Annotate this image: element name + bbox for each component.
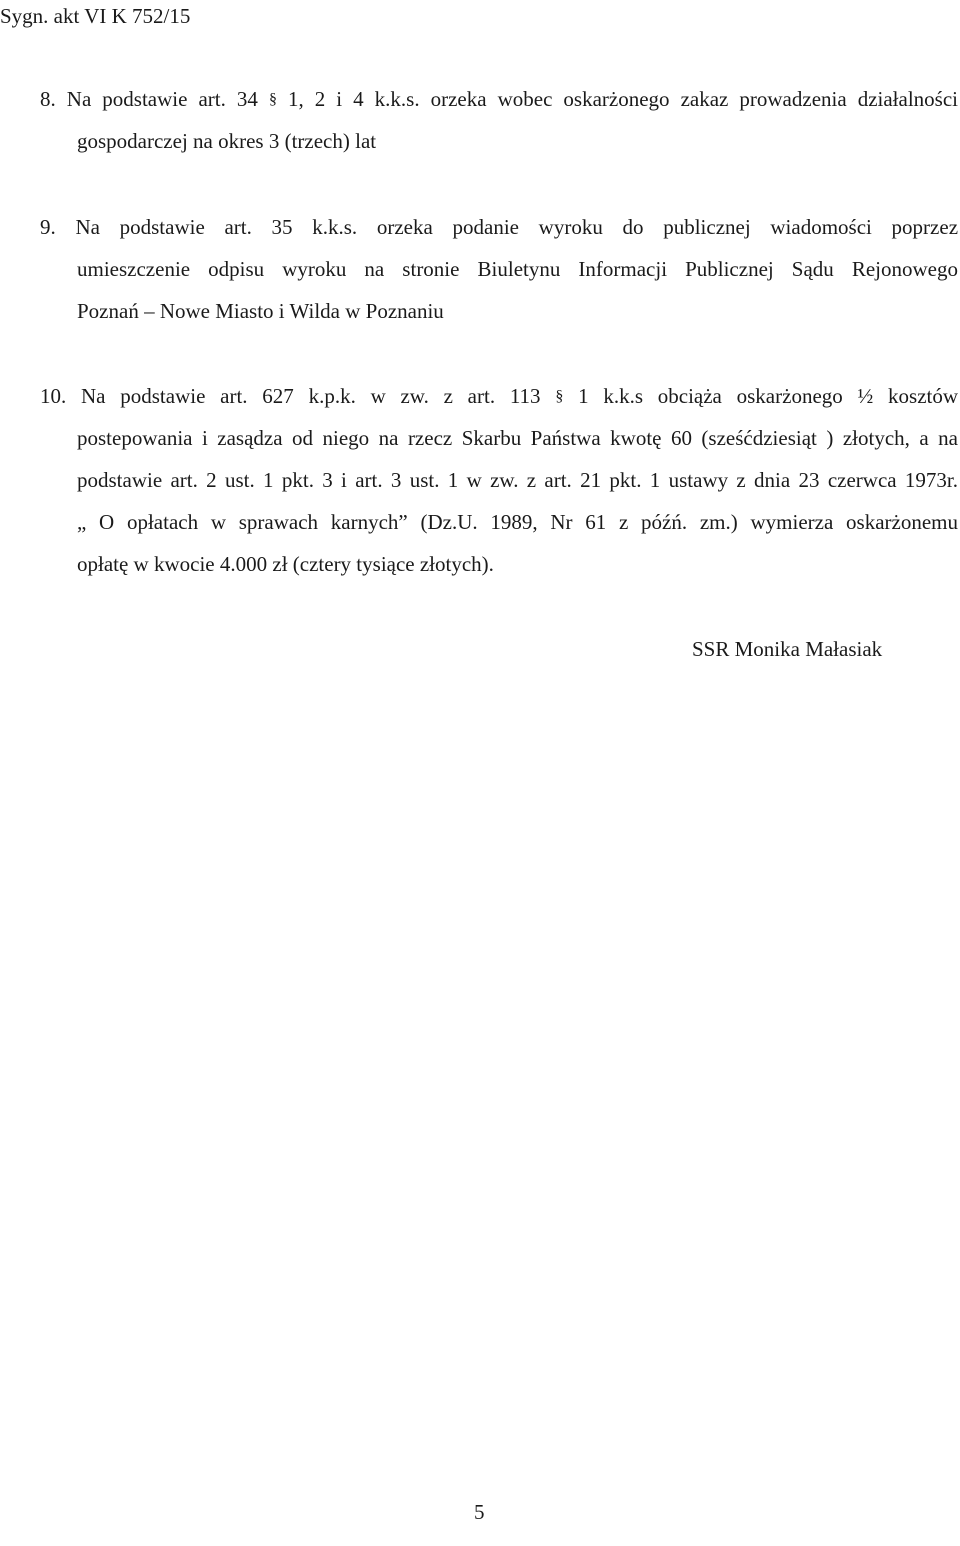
- item-9-line-3: Poznań – Nowe Miasto i Wilda w Poznaniu: [77, 299, 444, 323]
- section-sign: §: [555, 388, 564, 405]
- case-signature: Sygn. akt VI K 752/15: [0, 4, 191, 28]
- judge-signature: SSR Monika Małasiak: [692, 637, 883, 661]
- item-8-line-2: gospodarczej na okres 3 (trzech) lat: [77, 129, 377, 153]
- item-9-number: 9.: [40, 215, 56, 239]
- section-sign: §: [268, 91, 277, 108]
- item-10-line-5: opłatę w kwocie 4.000 zł (cztery tysiące złotych).: [77, 552, 494, 576]
- item-10-number: 10.: [40, 384, 67, 408]
- item-9-line-2: umieszczenie odpisu wyroku na stronie Biuletynu Informacji Publicznej Sądu Rejonowego: [77, 257, 958, 281]
- item-10-line-1: 10. Na podstawie art. 627 k.p.k. w zw. z art. 113 § 1 k.k.s obciąża oskarżonego ½ kosztów: [40, 384, 958, 408]
- item-10-line-2: postepowania i zasądza od niego na rzecz Skarbu Państwa kwotę 60 (sześćdziesiąt ) złotych, a na: [77, 426, 958, 450]
- page-number: 5: [474, 1500, 485, 1524]
- item-10-line-4: „ O opłatach w sprawach karnych” (Dz.U. 1989, Nr 61 z późń. zm.) wymierza oskarżonemu: [77, 510, 958, 534]
- item-8-number: 8.: [40, 87, 56, 111]
- item-10-line-3: podstawie art. 2 ust. 1 pkt. 3 i art. 3 ust. 1 w zw. z art. 21 pkt. 1 ustawy z dnia 23 czerwca 1973r.: [77, 468, 958, 492]
- item-9-line-1: 9. Na podstawie art. 35 k.k.s. orzeka podanie wyroku do publicznej wiadomości poprzez: [40, 215, 958, 239]
- item-8-line-1: 8. Na podstawie art. 34 § 1, 2 i 4 k.k.s. orzeka wobec oskarżonego zakaz prowadzenia działalności: [40, 87, 958, 111]
